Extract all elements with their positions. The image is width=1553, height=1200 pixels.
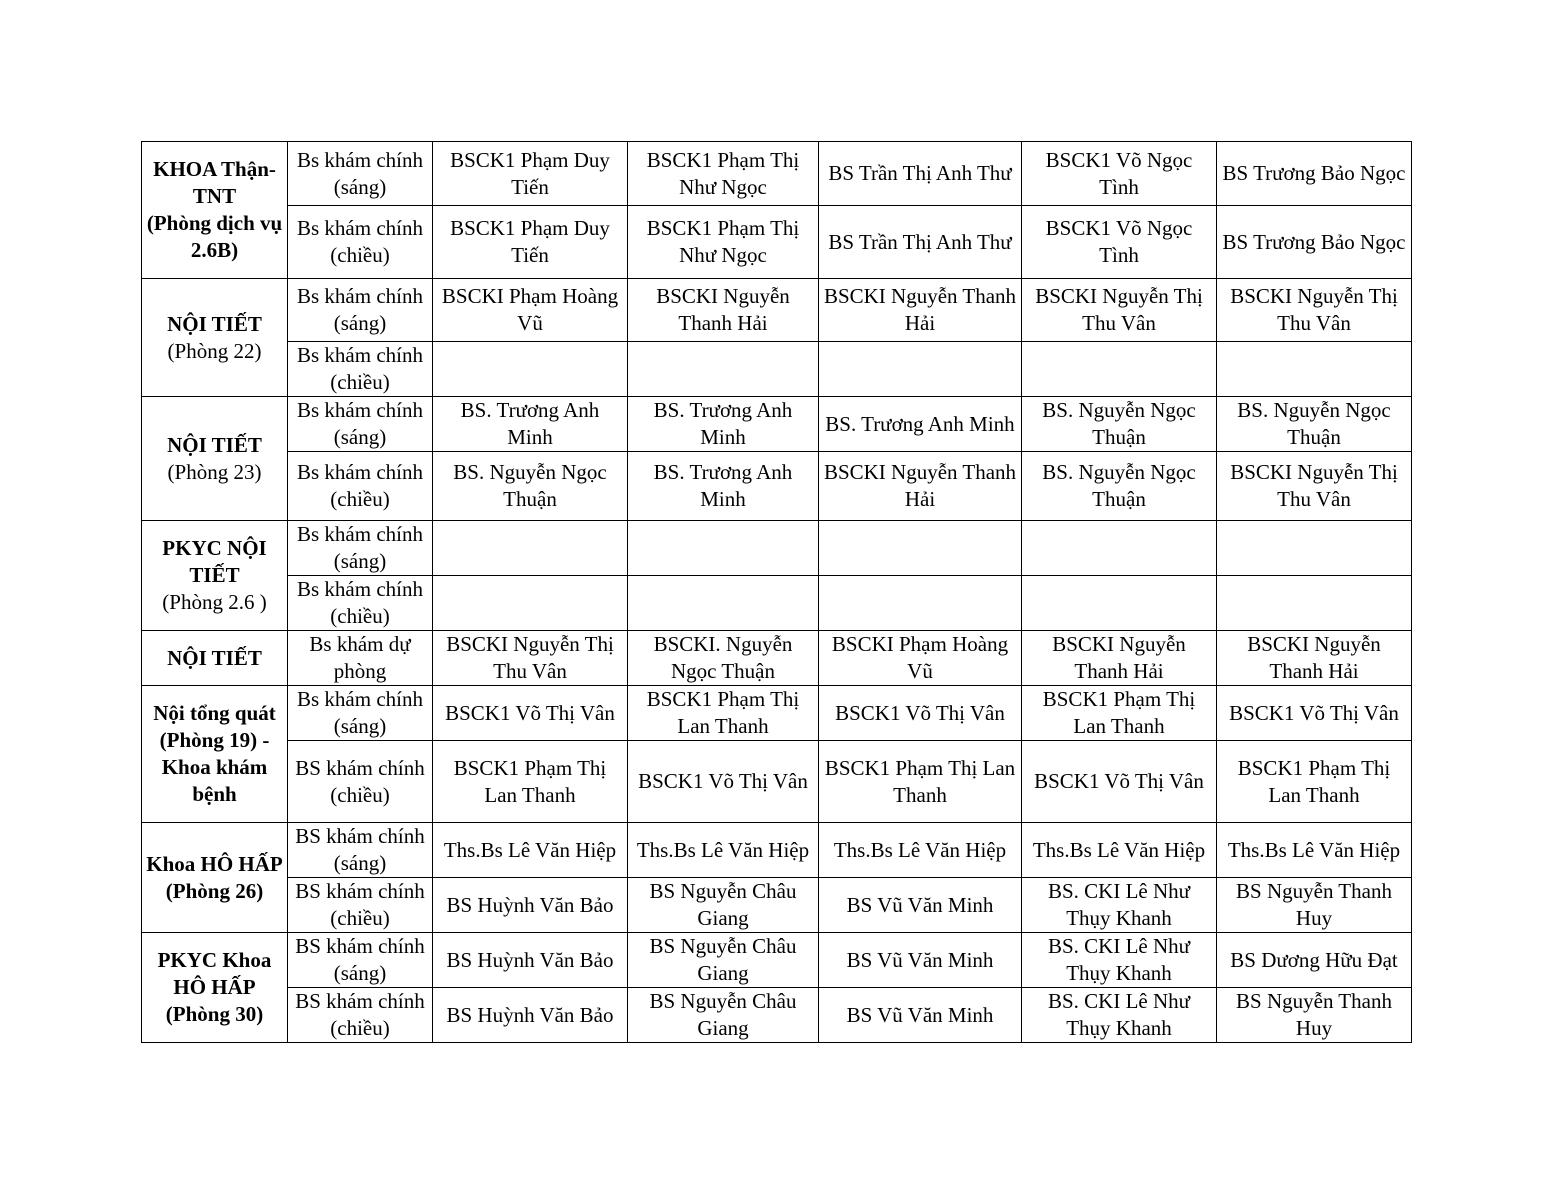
table-row (142, 878, 1412, 933)
doctor-cell: BSCK1 Võ Ngọc Tình (1022, 142, 1217, 206)
doctor-cell: BS. Nguyễn Ngọc Thuận (1022, 397, 1217, 452)
doctor-cell: BSCK1 Phạm Thị Lan Thanh (1217, 741, 1412, 823)
table-row (142, 452, 1412, 521)
doctor-cell (628, 521, 819, 576)
doctor-cell: BS. Nguyễn Ngọc Thuận (1022, 452, 1217, 521)
shift-cell: Bs khám chính (chiều) (288, 452, 433, 521)
doctor-cell: BS Nguyễn Thanh Huy (1217, 878, 1412, 933)
shift-cell: Bs khám chính (sáng) (288, 521, 433, 576)
department-name: NỘI TIẾT (167, 311, 262, 336)
doctor-cell: BSCKI Nguyễn Thanh Hải (628, 279, 819, 342)
department-room: (Phòng 22) (167, 338, 262, 363)
doctor-cell: BSCKI Nguyễn Thanh Hải (819, 279, 1022, 342)
shift-cell: BS khám chính (chiều) (288, 988, 433, 1043)
doctor-cell: BSCKI Nguyễn Thị Thu Vân (1217, 452, 1412, 521)
department-name: NỘI TIẾT (167, 645, 262, 670)
doctor-cell: BS. Trương Anh Minh (628, 397, 819, 452)
shift-cell: BS khám chính (sáng) (288, 823, 433, 878)
doctor-cell: BSCK1 Võ Thị Vân (819, 686, 1022, 741)
doctor-cell: BS Vũ Văn Minh (819, 933, 1022, 988)
doctor-cell (1022, 342, 1217, 397)
department-cell (142, 397, 288, 521)
doctor-cell: BSCKI Nguyễn Thanh Hải (1217, 631, 1412, 686)
doctor-cell: BS Trần Thị Anh Thư (819, 142, 1022, 206)
department-name: Khoa HÔ HẤP (146, 851, 283, 876)
doctor-cell: BSCK1 Phạm Duy Tiến (433, 142, 628, 206)
department-room: (Phòng 30) (165, 1002, 264, 1026)
table-row (142, 279, 1412, 342)
doctor-cell: BSCK1 Võ Ngọc Tình (1022, 206, 1217, 279)
department-cell (142, 631, 288, 686)
doctor-cell: BSCKI Nguyễn Thị Thu Vân (433, 631, 628, 686)
doctor-schedule-table (141, 141, 1412, 1043)
doctor-cell: Ths.Bs Lê Văn Hiệp (1022, 823, 1217, 878)
doctor-cell: BSCK1 Phạm Thị Lan Thanh (1022, 686, 1217, 741)
table-row (142, 686, 1412, 741)
doctor-cell: BS. CKI Lê Như Thụy Khanh (1022, 878, 1217, 933)
doctor-cell: BSCK1 Võ Thị Vân (433, 686, 628, 741)
doctor-cell: BSCK1 Võ Thị Vân (1022, 741, 1217, 823)
department-name: PKYC NỘI TIẾT (162, 536, 267, 587)
department-cell (142, 686, 288, 823)
doctor-cell: BS. Trương Anh Minh (819, 397, 1022, 452)
department-name: PKYC Khoa HÔ HẤP (157, 948, 272, 999)
table-row (142, 988, 1412, 1043)
doctor-cell: BSCKI. Nguyễn Ngọc Thuận (628, 631, 819, 686)
doctor-cell: BS Trương Bảo Ngọc (1217, 142, 1412, 206)
doctor-cell: BS Huỳnh Văn Bảo (433, 878, 628, 933)
doctor-cell (433, 342, 628, 397)
doctor-cell: BS Huỳnh Văn Bảo (433, 933, 628, 988)
department-room: (Phòng dịch vụ 2.6B) (146, 211, 283, 262)
department-name: NỘI TIẾT (167, 432, 262, 457)
doctor-cell: BSCKI Nguyễn Thị Thu Vân (1217, 279, 1412, 342)
doctor-cell: BSCKI Nguyễn Thị Thu Vân (1022, 279, 1217, 342)
department-room: (Phòng 26) (165, 878, 264, 903)
department-room: (Phòng 2.6 ) (162, 590, 267, 614)
table-row (142, 933, 1412, 988)
doctor-cell: Ths.Bs Lê Văn Hiệp (819, 823, 1022, 878)
doctor-cell: Ths.Bs Lê Văn Hiệp (1217, 823, 1412, 878)
table-row (142, 342, 1412, 397)
doctor-cell: BS Trương Bảo Ngọc (1217, 206, 1412, 279)
doctor-cell (628, 576, 819, 631)
department-name: Nội tổng quát (Phòng 19) - Khoa khám bệnh (153, 701, 276, 806)
table-row (142, 823, 1412, 878)
department-cell (142, 279, 288, 397)
doctor-cell: BS Nguyễn Châu Giang (628, 988, 819, 1043)
shift-cell: Bs khám chính (chiều) (288, 206, 433, 279)
table-row (142, 576, 1412, 631)
doctor-cell (1022, 576, 1217, 631)
doctor-cell (433, 521, 628, 576)
doctor-cell (819, 521, 1022, 576)
doctor-cell: BSCKI Nguyễn Thanh Hải (819, 452, 1022, 521)
doctor-cell: BSCK1 Phạm Thị Như Ngọc (628, 142, 819, 206)
doctor-cell: BSCK1 Phạm Thị Lan Thanh (819, 741, 1022, 823)
department-cell (142, 142, 288, 279)
doctor-cell: BSCK1 Phạm Thị Lan Thanh (628, 686, 819, 741)
doctor-cell: Ths.Bs Lê Văn Hiệp (433, 823, 628, 878)
doctor-cell (1217, 521, 1412, 576)
doctor-cell (1022, 521, 1217, 576)
shift-cell: BS khám chính (sáng) (288, 933, 433, 988)
doctor-cell (819, 576, 1022, 631)
doctor-cell: BS Trần Thị Anh Thư (819, 206, 1022, 279)
shift-cell: Bs khám chính (chiều) (288, 342, 433, 397)
doctor-cell (433, 576, 628, 631)
doctor-cell (1217, 342, 1412, 397)
table-row (142, 206, 1412, 279)
doctor-cell: BS Vũ Văn Minh (819, 878, 1022, 933)
department-cell (142, 933, 288, 1043)
doctor-cell (819, 342, 1022, 397)
doctor-cell: BSCKI Phạm Hoàng Vũ (819, 631, 1022, 686)
doctor-cell: BSCK1 Phạm Thị Như Ngọc (628, 206, 819, 279)
table-row (142, 521, 1412, 576)
doctor-cell: BS. Nguyễn Ngọc Thuận (433, 452, 628, 521)
shift-cell: Bs khám chính (chiều) (288, 576, 433, 631)
schedule-body (142, 142, 1412, 1043)
doctor-cell: BSCK1 Phạm Duy Tiến (433, 206, 628, 279)
doctor-cell: BS Vũ Văn Minh (819, 988, 1022, 1043)
shift-cell: BS khám chính (chiều) (288, 878, 433, 933)
doctor-cell: BS Huỳnh Văn Bảo (433, 988, 628, 1043)
doctor-cell (1217, 576, 1412, 631)
doctor-cell: BS Dương Hữu Đạt (1217, 933, 1412, 988)
doctor-cell: BSCKI Nguyễn Thanh Hải (1022, 631, 1217, 686)
doctor-cell: BS Nguyễn Châu Giang (628, 933, 819, 988)
doctor-cell: BSCKI Phạm Hoàng Vũ (433, 279, 628, 342)
department-cell (142, 823, 288, 933)
doctor-cell: BS. CKI Lê Như Thụy Khanh (1022, 933, 1217, 988)
table-row (142, 397, 1412, 452)
department-room: (Phòng 23) (167, 459, 262, 484)
doctor-cell: BS Nguyễn Châu Giang (628, 878, 819, 933)
shift-cell: Bs khám chính (sáng) (288, 686, 433, 741)
doctor-cell: BS Nguyễn Thanh Huy (1217, 988, 1412, 1043)
table-row (142, 631, 1412, 686)
table-row (142, 741, 1412, 823)
department-name: KHOA Thận-TNT (153, 157, 276, 208)
shift-cell: Bs khám dự phòng (288, 631, 433, 686)
doctor-cell: BS. Trương Anh Minh (628, 452, 819, 521)
department-cell (142, 521, 288, 631)
doctor-cell: Ths.Bs Lê Văn Hiệp (628, 823, 819, 878)
doctor-cell: BS. Trương Anh Minh (433, 397, 628, 452)
doctor-cell: BS. Nguyễn Ngọc Thuận (1217, 397, 1412, 452)
shift-cell: Bs khám chính (sáng) (288, 279, 433, 342)
doctor-cell: BSCK1 Phạm Thị Lan Thanh (433, 741, 628, 823)
shift-cell: Bs khám chính (sáng) (288, 397, 433, 452)
shift-cell: Bs khám chính (sáng) (288, 142, 433, 206)
shift-cell: BS khám chính (chiều) (288, 741, 433, 823)
doctor-cell: BSCK1 Võ Thị Vân (1217, 686, 1412, 741)
table-row (142, 142, 1412, 206)
doctor-cell: BSCK1 Võ Thị Vân (628, 741, 819, 823)
doctor-cell (628, 342, 819, 397)
doctor-cell: BS. CKI Lê Như Thụy Khanh (1022, 988, 1217, 1043)
